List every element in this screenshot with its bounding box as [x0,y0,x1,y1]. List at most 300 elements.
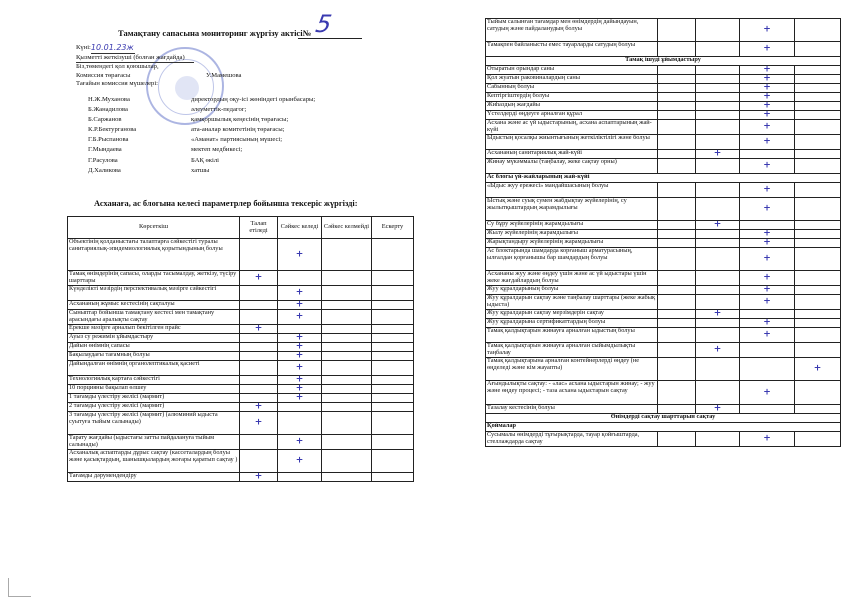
empty-cell [795,286,841,295]
empty-cell [696,230,740,239]
indicator-cell: Тағамды дәрумендендіру [68,473,240,482]
empty-cell [795,75,841,84]
indicator-cell: Күнделікті мәзірдің перспективалық мәзірге сәйкестігі [68,286,240,301]
indicator-cell: Асханалық аспаптарды дұрыс сақтау (кассеталардың болуы және қасықтардың, шанышқылардың жоғары қаратып сақтау ) [68,450,240,473]
empty-cell [658,93,696,102]
table-row [68,271,414,286]
indicator-cell: Тамақ қалдықтарын жинауға арналған ыдыстың болуы [486,328,658,343]
check-mark: + [295,341,304,352]
page-corner-mark [8,578,31,597]
check-mark: + [763,184,771,195]
empty-cell [795,66,841,75]
check-mark-cell [740,295,795,310]
left-table-body [68,239,414,482]
empty-cell [658,239,696,248]
empty-cell [696,75,740,84]
empty-cell [658,84,696,93]
check-mark-cell [278,239,322,271]
indicator-cell: Жуу құралдарын сақтау мерзімдерін сақтау [486,310,658,319]
indicator-cell: 10 порцияны бақылап өлшеу [68,385,240,394]
empty-cell [696,271,740,286]
empty-cell [696,432,740,447]
check-mark-cell [278,450,322,473]
check-mark: + [763,272,771,283]
empty-cell [740,150,795,159]
table-row [486,295,841,310]
empty-cell [278,403,322,412]
check-mark: + [763,317,771,328]
col-header-note: Ескерту [372,217,414,239]
table-row [486,183,841,198]
empty-cell [372,286,414,301]
check-mark-cell [740,42,795,57]
table-row [486,75,841,84]
table-row [486,343,841,358]
table-row [486,432,841,447]
indicator-cell: Дайындалған өнімнің органолептикалық қасиеті [68,361,240,376]
empty-cell [240,286,278,301]
col-header-required: Талап етіледі [240,217,278,239]
empty-cell [240,361,278,376]
empty-cell [322,271,372,286]
empty-cell [322,361,372,376]
check-mark: + [763,203,771,214]
act-number: 5 [313,10,334,38]
empty-cell [696,135,740,150]
empty-cell [658,230,696,239]
empty-cell [322,473,372,482]
empty-cell [372,352,414,361]
empty-cell [658,159,696,174]
check-mark: + [763,24,771,35]
supplier-label: Қызметті жеткізуші (болған жағдайда) [76,54,194,64]
check-mark: + [295,249,304,260]
member-row: Б.Жанадилова әлеуметтік-педагог; [88,106,247,114]
empty-cell [696,111,740,120]
table-row [486,42,841,57]
empty-cell [795,19,841,42]
section-heading: Тамақ ішуді ұйымдастыру [486,57,841,66]
empty-cell [696,239,740,248]
empty-cell [658,135,696,150]
empty-cell [658,198,696,221]
empty-cell [658,328,696,343]
empty-cell [795,295,841,310]
empty-cell [795,111,841,120]
table-row [486,328,841,343]
empty-cell [795,230,841,239]
section-row [486,414,841,423]
check-mark: + [295,311,304,322]
indicator-cell: Ағындылықты сақтау: - «лас» асхана ыдыстарын жинау; - жуу және өңдеу процесі; - таза асхана ыдыстарын сақтау [486,381,658,405]
table-row [68,412,414,435]
indicator-cell: Отыратын орындар саны [486,66,658,75]
empty-cell [658,310,696,319]
date-value: 10.01.23ж [90,43,134,52]
commission-list [82,95,315,176]
check-mark: + [713,219,722,230]
check-mark-cell [740,198,795,221]
empty-cell [658,75,696,84]
empty-cell [658,120,696,135]
empty-cell [658,295,696,310]
empty-cell [322,286,372,301]
check-mark: + [295,332,304,343]
empty-cell [696,42,740,57]
empty-cell [322,301,372,310]
inspection-subtitle: Асханаға, ас блогына келесі параметрлер бойынша тексеріс жүргізді: [94,199,358,208]
check-mark: + [295,362,304,373]
check-mark-cell [740,239,795,248]
empty-cell [658,150,696,159]
empty-cell [322,325,372,334]
inspection-table-right [485,18,841,447]
check-mark: + [763,284,771,295]
empty-cell [795,135,841,150]
member-row: К.Р.Бектурганова ата-аналар комитетінің төрағасы; [88,126,285,134]
empty-cell [658,66,696,75]
indicator-cell: Сусымалы өнімдерді тұғырықтарда, тауар қойғыштарда, стеллаждарда сақтау [486,432,658,447]
empty-cell [322,352,372,361]
indicator-cell: Тамақ қалдықтарына арналған контейнерлерді өңдеу (не өңделеді және кім жауапты) [486,358,658,381]
empty-cell [696,66,740,75]
empty-cell [696,248,740,271]
empty-cell [795,381,841,405]
empty-cell [658,19,696,42]
empty-cell [322,239,372,271]
table-row [486,120,841,135]
check-mark: + [713,308,722,319]
empty-cell [372,376,414,385]
check-mark: + [763,228,771,239]
indicator-cell: 1 тағамды үлестіру желісі (мармит) [68,394,240,403]
indicator-cell: Сабынның болуы [486,84,658,93]
check-mark-cell [278,286,322,301]
indicator-cell: Дайын өнімнің сапасы [68,343,240,352]
empty-cell [795,319,841,328]
empty-cell [322,403,372,412]
empty-cell [372,385,414,394]
check-mark-cell [740,381,795,405]
check-mark: + [763,109,771,120]
indicator-cell: Жылу жүйелерінің жарамдылығы [486,230,658,239]
empty-cell [740,405,795,414]
empty-cell [696,159,740,174]
check-mark-cell [696,310,740,319]
check-mark: + [763,43,771,54]
indicator-cell: Жуу құралдарының болуы [486,286,658,295]
indicator-cell: Ыстық және суық сумен жабдықтау жүйелерінің, су жылытқыштардың жарамдылығы [486,198,658,221]
member-row: Г.Мындаева мектеп медбикесі; [88,146,243,154]
col-header-indicator: Көрсеткіш [68,217,240,239]
empty-cell [696,93,740,102]
table-row [68,450,414,473]
empty-cell [696,102,740,111]
empty-cell [322,376,372,385]
check-mark: + [713,344,722,355]
empty-cell [795,310,841,319]
member-row: Г.Б.Рыспанова «Аманат» партиясының мүшесі; [88,136,283,144]
indicator-cell: Тамақ өнімдерінің сапасы, оларды тасымалдау, жеткізу, түсіру шарттары [68,271,240,286]
table-row [68,239,414,271]
empty-cell [240,239,278,271]
empty-cell [372,239,414,271]
empty-cell [322,385,372,394]
empty-cell [658,343,696,358]
indicator-cell: Қол жуатын раковиналардың саны [486,75,658,84]
empty-cell [372,435,414,450]
empty-cell [240,352,278,361]
check-mark: + [763,91,771,102]
empty-cell [696,328,740,343]
check-mark: + [254,417,263,428]
table-row [68,473,414,482]
indicator-cell: Асхананың санитариялық жай-күйі [486,150,658,159]
check-mark: + [763,329,771,340]
check-mark-cell [740,286,795,295]
empty-cell [658,183,696,198]
indicator-cell: Асхана және ас үй ыдыстарының, асхана аспаптарының жай-күйі [486,120,658,135]
indicator-cell: Үстелдерді өңдеуге арналған құрал [486,111,658,120]
indicator-cell: «Ыдыс жуу ережесі» мандайшасының болуы [486,183,658,198]
section-heading: Ас блогы үй-жайларының жай-күйі [486,174,841,183]
empty-cell [795,432,841,447]
check-mark: + [763,433,771,444]
check-mark: + [295,287,304,298]
check-mark: + [254,272,263,283]
table-row [486,19,841,42]
empty-cell [278,473,322,482]
header-meta [76,44,241,89]
check-mark-cell [740,111,795,120]
right-table-body [486,19,841,447]
indicator-cell: Ас блоктарында шамдарда корғаныш арматурасының, ылғалдан қорғанышы бар шамдардың болуы [486,248,658,271]
check-mark: + [254,401,263,412]
check-mark: + [763,64,771,75]
empty-cell [658,102,696,111]
check-mark: + [763,73,771,84]
empty-cell [322,435,372,450]
check-mark-cell [740,432,795,447]
check-mark-cell [740,19,795,42]
table-row [68,361,414,376]
check-mark-cell [696,221,740,230]
chair-label: Комиссия төрағасы [76,71,131,79]
check-mark-cell [696,343,740,358]
empty-cell [696,286,740,295]
member-row: Г.Расулова БАҚ өкілі [88,156,219,164]
indicator-cell: Тарату жағдайы (ыдыстағы затты пайдалануға тыйым салынады) [68,435,240,450]
empty-cell [240,334,278,343]
indicator-cell: Жинау мүкәммалы (таңбалау, жеке сақтау орны) [486,159,658,174]
check-mark: + [763,253,771,264]
empty-cell [372,412,414,435]
indicator-cell: Технологиялық картаға сәйкестігі [68,376,240,385]
empty-cell [740,343,795,358]
empty-cell [696,319,740,328]
check-mark: + [295,374,304,385]
check-mark: + [295,436,304,447]
indicator-cell: Жиhаздың жағдайы [486,102,658,111]
check-mark: + [713,403,722,414]
check-mark: + [763,160,771,171]
empty-cell [372,403,414,412]
table-row [486,135,841,150]
check-mark-cell [696,405,740,414]
indicator-cell: Сыныптар бойынша тамақтану кестесі мен тамақтану арасындағы аралықты сақтау [68,310,240,325]
empty-cell [696,358,740,381]
table-row [486,271,841,286]
indicator-cell: Объектінің қолданыстағы талаптарға сәйкестігі туралы санитариялық-эпидемиологиялық қорытындының болуы [68,239,240,271]
indicator-cell: Тыйым салынған тағамдар мен өнімдердің дайындауын, сатудың және пайдаланудың болуы [486,19,658,42]
empty-cell [240,343,278,352]
check-mark: + [295,392,304,403]
indicator-cell: Тазалау кестесінің болуы [486,405,658,414]
col-header-noncompliant: Сәйкес келмейді [322,217,372,239]
check-mark-cell [740,248,795,271]
check-mark-cell [740,328,795,343]
empty-cell [795,343,841,358]
indicator-cell: Ауыз су режимін ұйымдастыру [68,334,240,343]
empty-cell [795,405,841,414]
empty-cell [278,271,322,286]
check-mark: + [813,363,822,374]
empty-cell [372,301,414,310]
empty-cell [795,84,841,93]
check-mark: + [763,82,771,93]
check-mark: + [254,471,263,482]
inspection-table-left [67,216,414,482]
table-row [68,310,414,325]
check-mark-cell [240,271,278,286]
empty-cell [658,381,696,405]
check-mark-cell [740,271,795,286]
section-heading: Өнімдерді сақтау шарттарын сақтау [486,414,841,423]
empty-cell [658,286,696,295]
empty-cell [795,150,841,159]
indicator-cell: 2 тағамды үлестіру желісі (мармит) [68,403,240,412]
empty-cell [795,271,841,286]
indicator-cell: Асхананың жұмыс кестесінің сақталуы [68,301,240,310]
empty-cell [240,301,278,310]
indicator-cell: Тамақпен байланысты емес тауарларды сатудың болуы [486,42,658,57]
check-mark-cell [278,310,322,325]
empty-cell [322,450,372,473]
empty-cell [795,183,841,198]
check-mark-cell [240,325,278,334]
empty-cell [322,412,372,435]
check-mark-cell [740,183,795,198]
empty-cell [696,183,740,198]
empty-cell [240,385,278,394]
indicator-cell: 3 тағамды үлестіру желісі (мармит) (алюминий ыдыста суытуға тыйым салынады) [68,412,240,435]
empty-cell [240,310,278,325]
empty-cell [795,328,841,343]
check-mark: + [763,121,771,132]
empty-cell [658,432,696,447]
check-mark: + [763,237,771,248]
empty-cell [372,325,414,334]
empty-cell [322,334,372,343]
empty-cell [240,450,278,473]
check-mark-cell [278,394,322,403]
table-row [68,435,414,450]
check-mark-cell [240,412,278,435]
check-mark: + [763,387,771,398]
empty-cell [322,343,372,352]
indicator-cell: Асхананы жуу және өңдеу үшін және ас үй ыдыстары үшін жеке жағдайлардың болуы [486,271,658,286]
check-mark: + [295,350,304,361]
empty-cell [658,111,696,120]
table-row [486,248,841,271]
check-mark: + [295,299,304,310]
signatories-label: Бiз,төмендегі қол қоюшылар, [76,63,159,71]
empty-cell [658,221,696,230]
empty-cell [658,248,696,271]
empty-cell [240,376,278,385]
empty-cell [322,394,372,403]
indicator-cell: Жуу құралдарын сақтау және таңбалау шарттары (жеке жабық ыдыста) [486,295,658,310]
empty-cell [658,319,696,328]
member-row: Д.Халикова хатшы [88,166,210,174]
empty-cell [795,248,841,271]
indicator-cell: Бақылаудағы тағамның болуы [68,352,240,361]
empty-cell [740,358,795,381]
empty-cell [696,295,740,310]
empty-cell [696,381,740,405]
check-mark: + [763,136,771,147]
act-title: Тамақтану сапасына мониторинг жүргізу актісі№ [118,28,312,38]
empty-cell [372,271,414,286]
member-row: Н.Ж.Муханова директордың оқу-ісі жөніндегі орынбасары; [88,96,316,103]
indicator-cell: Жуу құралдарына сертификаттардың болуы [486,319,658,328]
empty-cell [696,198,740,221]
table-row [486,381,841,405]
check-mark: + [713,148,722,159]
empty-cell [795,239,841,248]
table-row [486,159,841,174]
empty-cell [696,120,740,135]
date-label: Күні: [76,44,91,51]
indicator-cell: Тамақ қалдықтарын жинауға арналған сыйымдылықты таңбалау [486,343,658,358]
empty-cell [372,361,414,376]
right-page [425,0,850,601]
table-row [486,198,841,221]
empty-cell [795,198,841,221]
indicator-cell: Ерекше мәзірге арналып бекітілген прайс [68,325,240,334]
check-mark: + [295,455,304,466]
empty-cell [795,42,841,57]
check-mark: + [254,323,263,334]
indicator-cell: Кептіргіштердің болуы [486,93,658,102]
empty-cell [696,19,740,42]
check-mark-cell [278,435,322,450]
empty-cell [372,310,414,325]
check-mark: + [763,100,771,111]
check-mark-cell [740,319,795,328]
check-mark: + [763,296,771,307]
table-row [486,358,841,381]
table-row [68,286,414,301]
chair-value: У.Мамешова [206,71,242,79]
empty-cell [372,334,414,343]
empty-cell [795,93,841,102]
indicator-cell: Жарықтандыру жүйелерінің жарамдылығы [486,239,658,248]
indicator-cell: Су бұру жүйелерінің жарамдылығы [486,221,658,230]
members-label: Тағайын комиссия мүшелері: [76,80,159,88]
check-mark-cell [795,358,841,381]
check-mark-cell [740,159,795,174]
